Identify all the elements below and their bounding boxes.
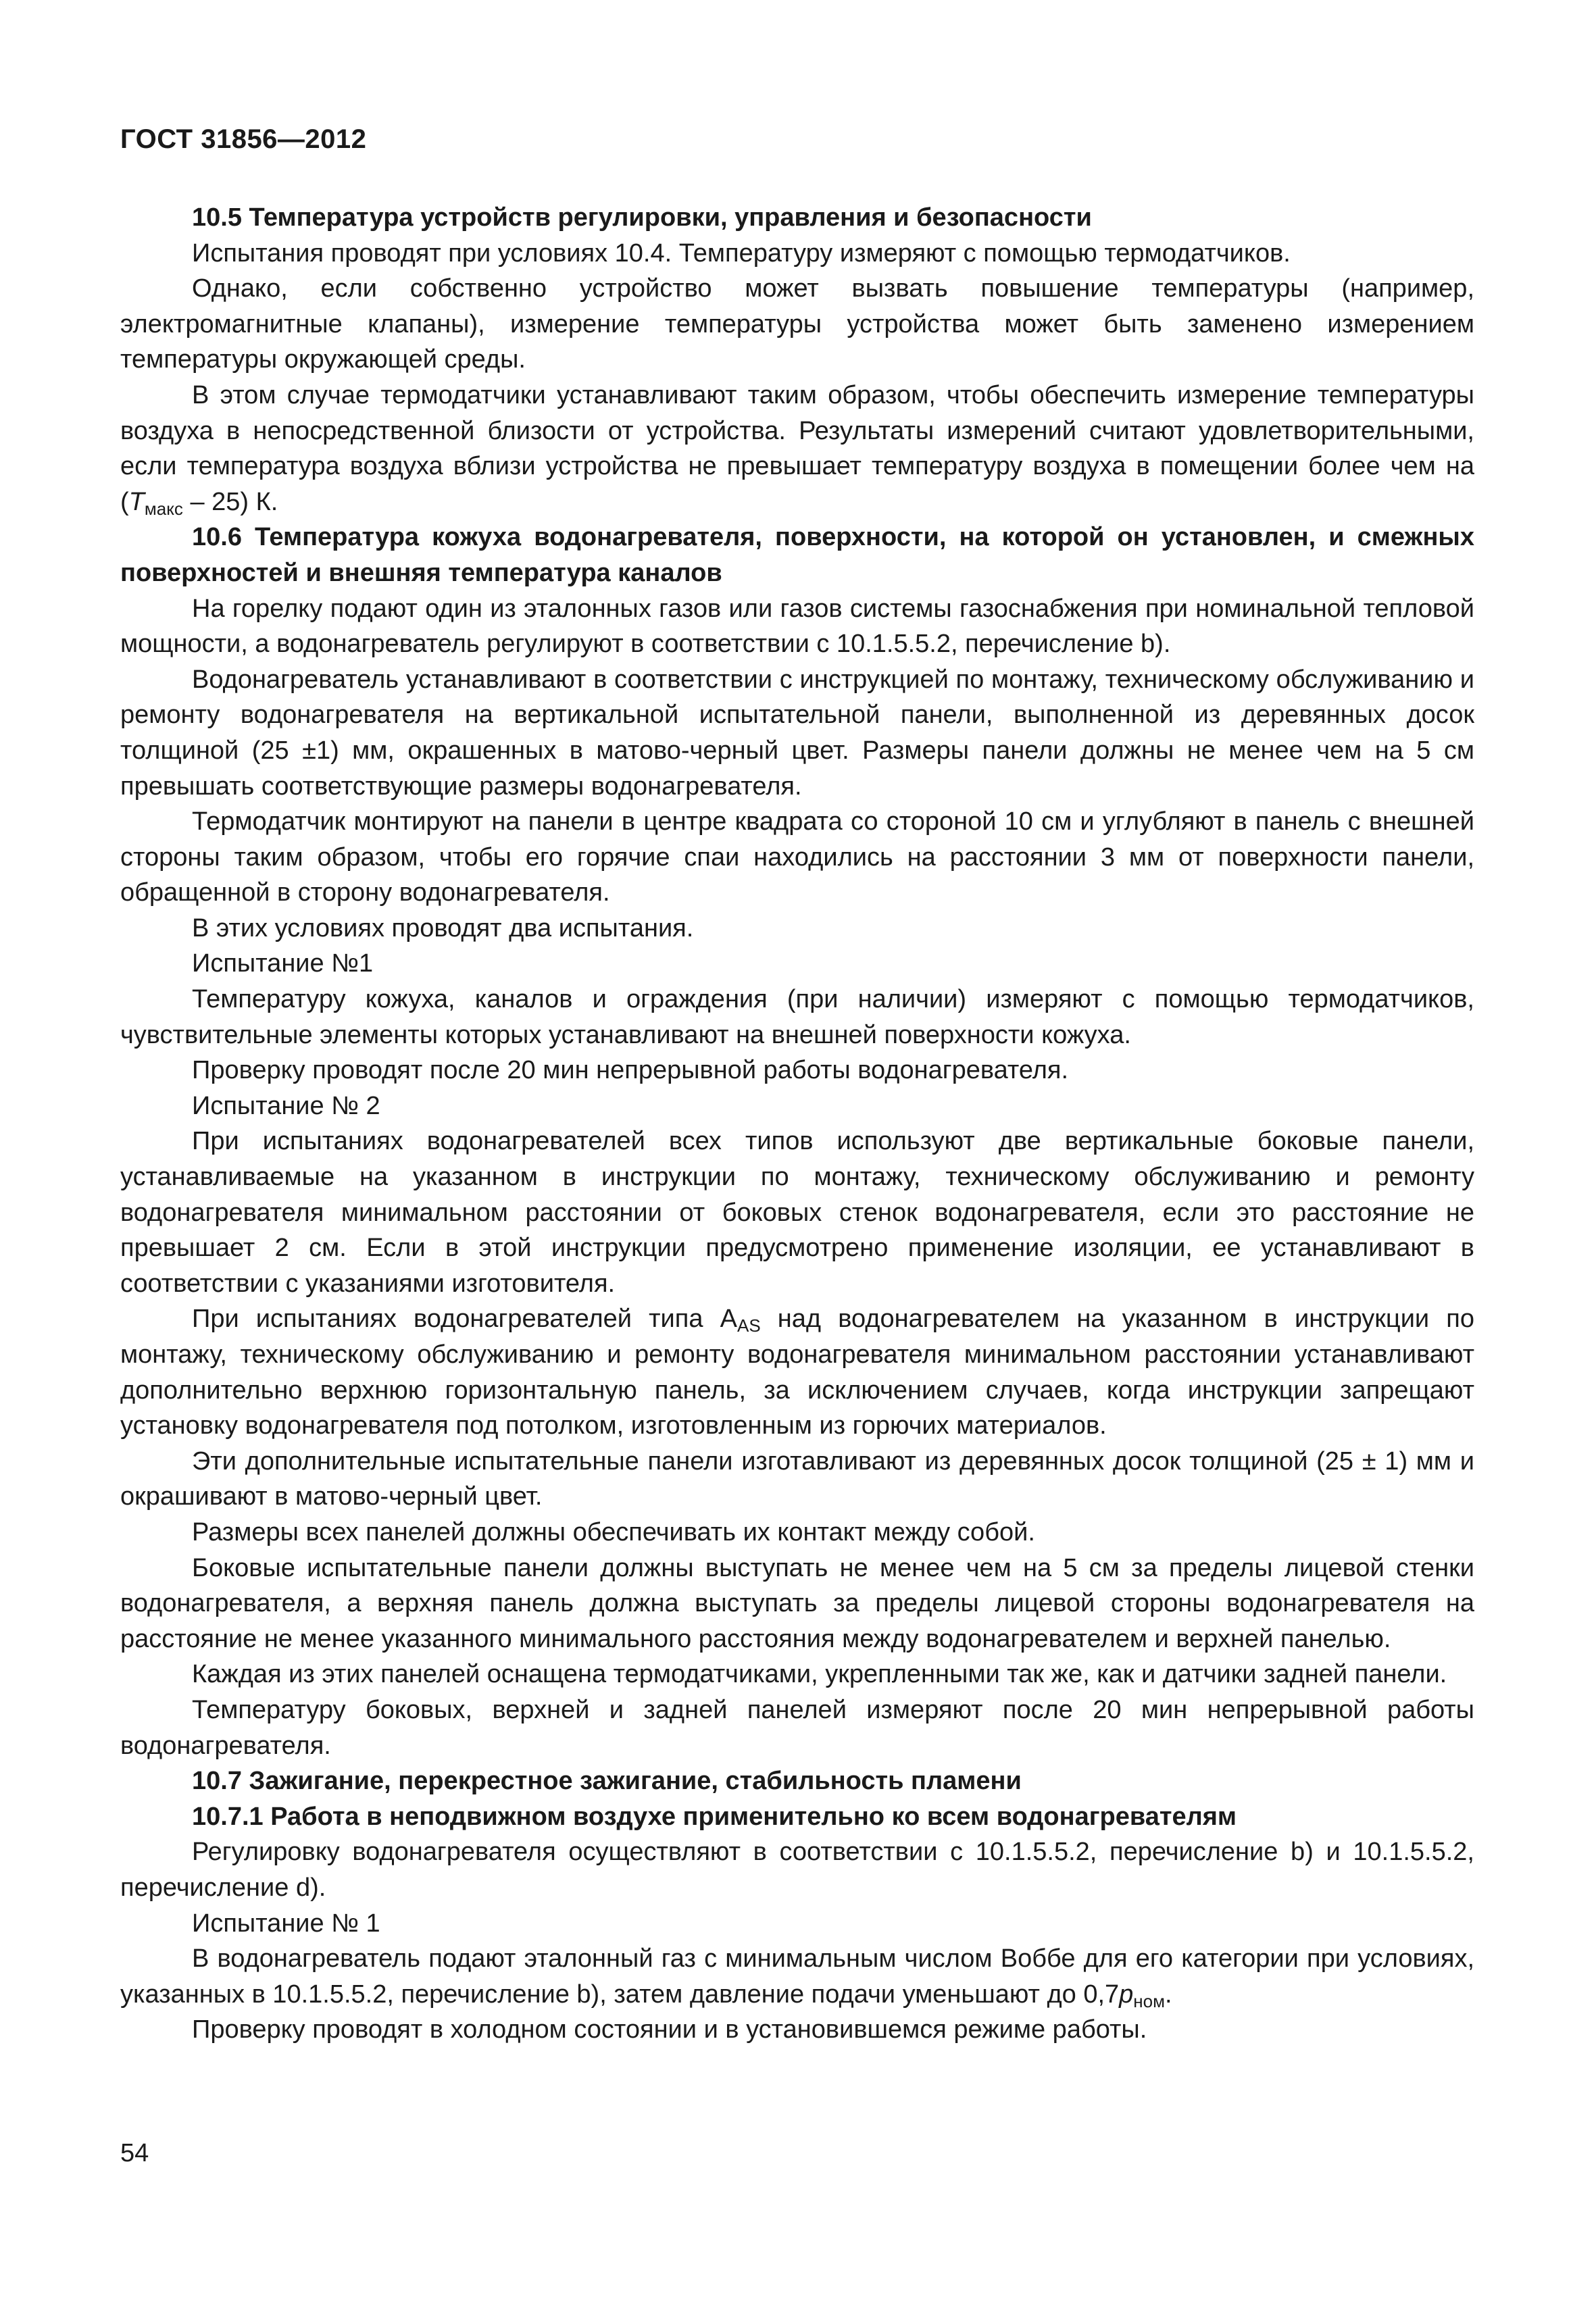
paragraph: Водонагреватель устанавливают в соответствии с инструкцией по монтажу, техническому обслуживанию и ремонту водонагревателя на вертикальной испытательной панели, выполненной из деревянных досок толщиной (25 ±1) мм, окрашенных в матово-черный цвет. Размеры панели должны не менее чем на 5 см превышать соответствующие размеры водонагревателя. [120, 665, 1474, 801]
subscript-nom: ном [1133, 1990, 1165, 2011]
paragraph-text: В водонагреватель подают эталонный газ с минимальным числом Воббе для его категории при условиях, указанных в 10.1.5.5.2, перечисление b), затем давление подачи уменьшают до 0,7 [120, 1944, 1474, 2009]
section-10-6-heading: 10.6 Температура кожуха водонагревателя, поверхности, на которой он установлен, и смежных поверхностей и внешняя температура каналов [120, 523, 1474, 587]
paragraph: Размеры всех панелей должны обеспечивать их контакт между собой. [192, 1517, 1035, 1546]
paragraph: Проверку проводят в холодном состоянии и в установившемся режиме работы. [192, 2015, 1147, 2044]
paragraph-text-end: . [1164, 1980, 1172, 2009]
paragraph: Испытания проводят при условиях 10.4. Температуру измеряют с помощью термодатчиков. [192, 238, 1291, 268]
section-10-7-1-heading: 10.7.1 Работа в неподвижном воздухе применительно ко всем водонагревателям [192, 1802, 1237, 1831]
page-number: 54 [120, 2139, 149, 2167]
paragraph [120, 1941, 1474, 2012]
test-label-2: Испытание № 2 [192, 1091, 380, 1120]
test-label-1: Испытание № 1 [192, 1909, 380, 1938]
paragraph: Эти дополнительные испытательные панели изготавливают из деревянных досок толщиной (25 ± 1) мм и окрашивают в матово-черный цвет. [120, 1447, 1474, 1511]
paragraph: Боковые испытательные панели должны выступать не менее чем на 5 см за пределы лицевой стенки водонагревателя, а верхняя панель должна выступать за пределы лицевой стороны водонагревателя на расстояние не менее указанного минимального расстояния между водонагревателем и верхней панелью. [120, 1553, 1474, 1653]
document-body [120, 200, 1474, 2048]
paragraph: Температуру боковых, верхней и задней панелей измеряют после 20 мин непрерывной работы водонагревателя. [120, 1695, 1474, 1760]
paragraph [120, 1301, 1474, 1443]
variable-p: p [1119, 1980, 1134, 2009]
standard-header: ГОСТ 31856—2012 [120, 124, 367, 154]
paragraph: Термодатчик монтируют на панели в центре квадрата со стороной 10 см и углубляют в панель с внешней стороны таким образом, чтобы его горячие спаи находились на расстоянии 3 мм от поверхности панели, обращенной в сторону водонагревателя. [120, 807, 1474, 907]
test-label-1: Испытание №1 [192, 949, 374, 978]
paragraph: Проверку проводят после 20 мин непрерывной работы водонагревателя. [192, 1056, 1069, 1085]
paragraph-text-end: над водонагревателем на указанном в инструкции по монтажу, техническому обслуживанию и ремонту водонагревателя минимальном расстоянии устанавливают дополнительно верхнюю горизонтальную панель, за исключением случаев, когда инструкции запрещают установку водонагревателя под потолком, изготовленным из горючих материалов. [120, 1305, 1474, 1440]
subscript-as: AS [737, 1315, 761, 1336]
paragraph: На горелку подают один из эталонных газов или газов системы газоснабжения при номинальной тепловой мощности, а водонагреватель регулируют в соответствии с 10.1.5.5.2, перечисление b). [120, 594, 1474, 659]
paragraph: Регулировку водонагревателя осуществляют в соответствии с 10.1.5.5.2, перечисление b) и 10.1.5.5.2, перечисление d). [120, 1838, 1474, 1902]
section-10-7-heading: 10.7 Зажигание, перекрестное зажигание, стабильность пламени [192, 1767, 1022, 1796]
paragraph: В этих условиях проводят два испытания. [192, 913, 694, 942]
subscript-maks: макс [144, 498, 183, 519]
paragraph: Температуру кожуха, каналов и ограждения (при наличии) измеряют с помощью термодатчиков, чувствительные элементы которых устанавливают на внешней поверхности кожуха. [120, 985, 1474, 1049]
variable-t: T [128, 487, 145, 516]
paragraph-text-end: – 25) К. [182, 487, 278, 516]
paragraph: При испытаниях водонагревателей всех типов используют две вертикальные боковые панели, устанавливаемые на указанном в инструкции по монтажу, техническому обслуживанию и ремонту водонагревателя минимальном расстоянии от боковых стенок водонагревателя, если это расстояние не превышает 2 см. Если в этой инструкции предусмотрено применение изоляции, ее устанавливают в соответствии с указаниями изготовителя. [120, 1127, 1474, 1298]
paragraph-text: В этом случае термодатчики устанавливают таким образом, чтобы обеспечить измерение температуры воздуха в непосредственной близости от устройства. Результаты измерений считают удовлетворительными, если температура воздуха вблизи устройства не превышает температуру воздуха в помещении более чем на ( [120, 380, 1474, 516]
paragraph: Каждая из этих панелей оснащена термодатчиками, укрепленными так же, как и датчики задней панели. [192, 1660, 1447, 1689]
paragraph: Однако, если собственно устройство может вызвать повышение температуры (например, электромагнитные клапаны), измерение температуры устройства может быть заменено измерением температуры окружающей среды. [120, 274, 1474, 374]
paragraph [120, 378, 1474, 520]
section-10-5-heading: 10.5 Температура устройств регулировки, управления и безопасности [192, 203, 1092, 232]
paragraph-text: При испытаниях водонагревателей типа А [192, 1305, 737, 1334]
